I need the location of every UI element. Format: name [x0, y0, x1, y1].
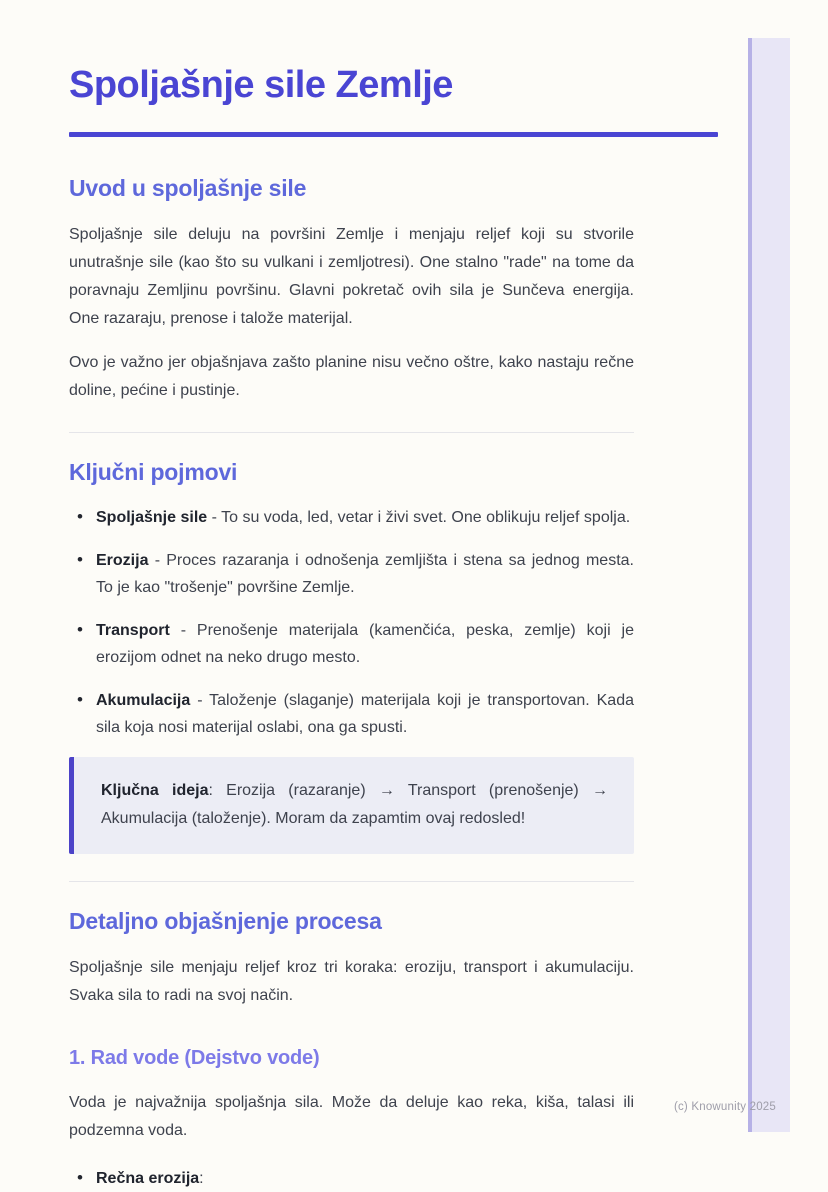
- section-heading-intro: Uvod u spoljašnje sile: [69, 174, 307, 201]
- term-label: Rečna erozija: [96, 1170, 200, 1188]
- term-label: Akumulacija: [96, 691, 191, 709]
- term-definition: - Taloženje (slaganje) materijala koji je transportovan. Kada sila koja nosi materijal oslabi, ona ga spusti.: [96, 691, 634, 736]
- water-paragraph: Voda je najvažnija spoljašnja sila. Može da deluje kao reka, kiša, talasi ili podzemna voda.: [69, 1094, 634, 1140]
- key-idea-label: Ključna ideja: [101, 781, 209, 799]
- term-definition: - Proces razaranja i odnošenja zemljišta i stena sa jednog mesta. To je kao "trošenje" površine Zemlje.: [96, 551, 634, 596]
- document-content: [69, 0, 718, 1192]
- intro-paragraph-1: Spoljašnje sile deluju na površini Zemlje i menjaju reljef koji su stvorile unutrašnje sile (kao što su vulkani i zemljotresi). One stalno "rade" na tome da poravnaju Zemljinu površinu. Glavni pokretač ovih sila je Sunčeva energija. One razaraju, prenose i talože materijal.: [69, 226, 634, 328]
- term-label: Erozija: [96, 551, 149, 569]
- list-item-recna-erozija: [69, 1165, 634, 1192]
- section-heading-key-terms: Ključni pojmovi: [69, 459, 238, 486]
- detail-paragraph: Spoljašnje sile menjaju reljef kroz tri koraka: eroziju, transport i akumulaciju. Svaka sila to radi na svoj način.: [69, 959, 634, 1005]
- term-colon: :: [199, 1170, 204, 1188]
- list-item-erozija: [69, 547, 634, 601]
- key-terms-list: [69, 504, 634, 741]
- key-idea-text: [101, 777, 608, 833]
- intro-paragraph-2: Ovo je važno jer objašnjava zašto planine nisu večno oštre, kako nastaju rečne doline, pećine i pustinje.: [69, 354, 634, 400]
- copyright-footer: (c) Knowunity 2025: [673, 1101, 776, 1113]
- page-title: Spoljašnje sile Zemlje: [69, 64, 453, 106]
- key-idea-callout: [69, 757, 634, 854]
- sub-heading-water: 1. Rad vode (Dejstvo vode): [69, 1047, 320, 1070]
- section-divider: [69, 881, 634, 882]
- section-heading-detail: Detaljno objašnjenje procesa: [69, 907, 382, 934]
- title-underline: [69, 132, 718, 137]
- next-page-edge: [748, 38, 790, 1132]
- list-item-transport: [69, 617, 634, 671]
- key-idea-body: : Erozija (razaranje) → Transport (prenošenje) → Akumulacija (taloženje). Moram da zapamtim ovaj redosled!: [101, 781, 608, 827]
- term-definition: - Prenošenje materijala (kamenčića, peska, zemlje) koji je erozijom odnet na neko drugo mesto.: [96, 621, 634, 666]
- term-definition: - To su voda, led, vetar i živi svet. One oblikuju reljef spolja.: [211, 508, 631, 526]
- list-item-akumulacija: [69, 687, 634, 741]
- section-divider: [69, 432, 634, 433]
- water-list: [69, 1165, 634, 1192]
- term-label: Spoljašnje sile: [96, 508, 208, 526]
- term-label: Transport: [96, 621, 170, 639]
- list-item-spoljasnje-sile: [69, 504, 634, 531]
